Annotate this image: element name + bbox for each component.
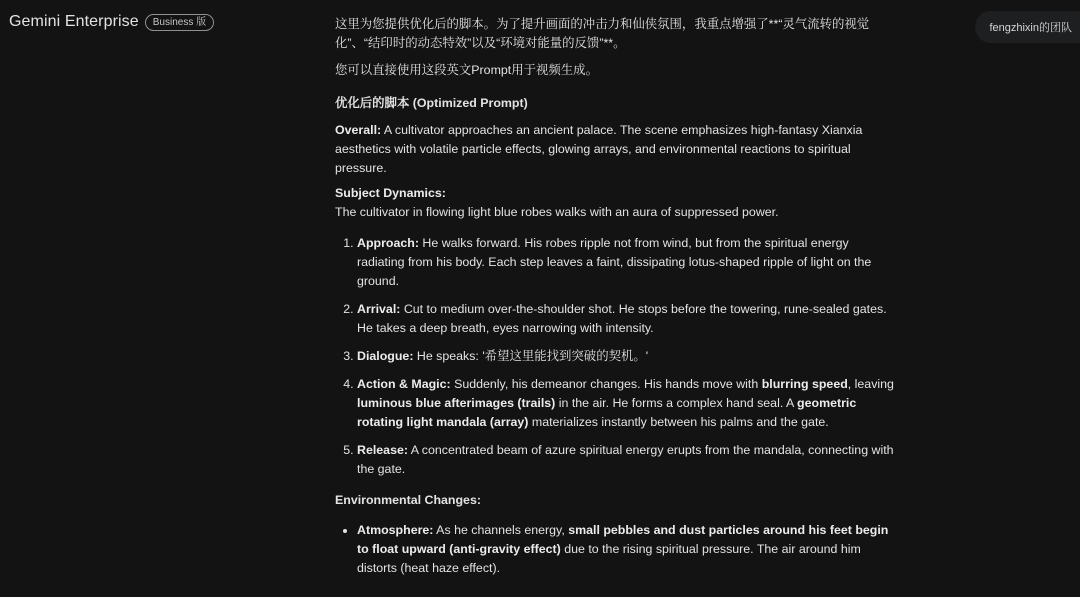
env-text: due to the rising spiritual pressure. The air around him distorts (heat haze effect). [357,542,861,575]
plan-badge: Business 版 [145,14,214,31]
step-text: A concentrated beam of azure spiritual energy erupts from the mandala, connecting with the gate. [357,443,894,476]
response-intro: 这里为您提供优化后的脚本。为了提升画面的冲击力和仙侠氛围，我重点增强了**“灵气流转的视觉化”、“结印时的动态特效”以及“环境对能量的反馈”**。 [335,17,870,50]
environment-heading: Environmental Changes: [335,493,481,507]
step-emphasis: geometric rotating light mandala (array) [357,396,857,429]
overall-paragraph [335,121,895,178]
list-item [357,347,895,366]
env-label: Atmosphere: [357,523,434,537]
overall-label: Overall: [335,123,382,137]
model-response [335,15,895,587]
step-label: Action & Magic: [357,377,451,391]
step-emphasis: blurring speed [761,377,848,391]
subject-dynamics-paragraph [335,184,895,222]
step-text: Suddenly, his demeanor changes. His hands move with [450,377,762,391]
step-label: Arrival: [357,302,401,316]
app-title[interactable]: Gemini Enterprise [9,13,139,30]
subject-text: The cultivator in flowing light blue robes walks with an aura of suppressed power. [335,205,779,219]
step-text: He speaks: '希望这里能找到突破的契机。' [413,349,649,363]
subject-label: Subject Dynamics: [335,186,446,200]
step-emphasis: luminous blue afterimages (trails) [357,396,556,410]
list-item [357,521,895,578]
step-text: materializes instantly between his palms and the gate. [528,415,829,429]
step-text: in the air. He forms a complex hand seal. A [555,396,798,410]
step-text: Cut to medium over-the-shoulder shot. He stops before the towering, rune-sealed gates. He takes a deep breath, eyes narrowing with intensity. [357,302,887,335]
section-heading: 优化后的脚本 (Optimized Prompt) [335,96,528,110]
overall-text: A cultivator approaches an ancient palace. The scene emphasizes high-fantasy Xianxia aesthetics with volatile particle effects, glowing arrays, and environmental reactions to spiritual pressure. [335,123,863,175]
list-item [357,441,895,479]
steps-list [335,234,895,479]
step-label: Approach: [357,236,419,250]
team-switcher-button[interactable]: fengzhixin的团队 [975,11,1080,43]
list-item [357,375,895,432]
env-text: As he channels energy, [433,523,569,537]
environment-list [335,521,895,578]
step-text: He walks forward. His robes ripple not from wind, but from the spiritual energy radiating from his body. Each step leaves a faint, dissipating lotus-shaped ripple of light on the ground. [357,236,872,288]
response-intro-note: 您可以直接使用这段英文Prompt用于视频生成。 [335,63,598,77]
step-label: Dialogue: [357,349,414,363]
step-label: Release: [357,443,408,457]
list-item [357,300,895,338]
list-item [357,234,895,291]
step-text: , leaving [847,377,894,391]
brand-header [9,13,214,31]
env-emphasis: small pebbles and dust particles around his feet begin to float upward (anti-gravity effect) [357,523,889,556]
